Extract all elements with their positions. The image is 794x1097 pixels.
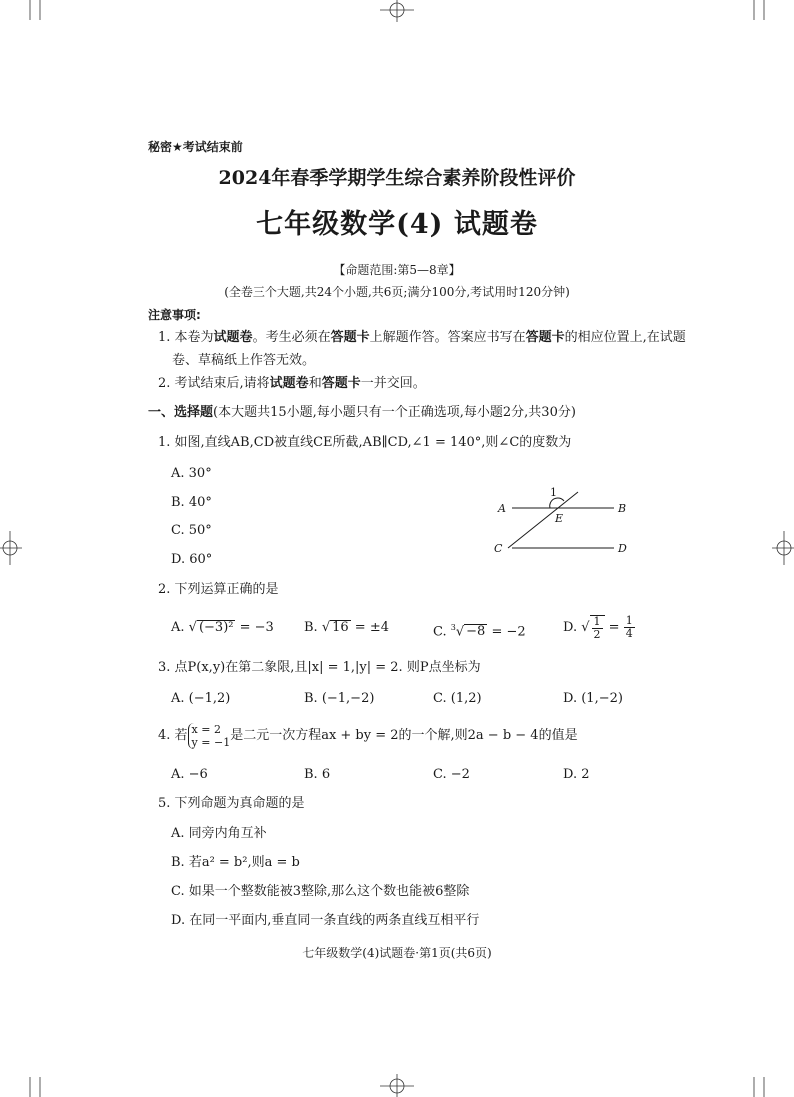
q1-figure — [490, 482, 640, 562]
q4-option-c: C. −2 — [433, 767, 470, 782]
section-1-heading: 一、选择题(本大题共15小题,每小题只有一个正确选项,每小题2分,共30分) — [148, 405, 576, 420]
q2-option-d: D. √ $\frac{1}{2}$ = $\frac{1}{4}$ — [563, 614, 633, 641]
label-angle-1: 1 — [550, 486, 557, 499]
note-1: 1. 本卷为试题卷。考生必须在答题卡上解题作答。答案应书写在答题卡的相应位置上,在试题 — [158, 330, 686, 345]
q1-option-a: A. 30° — [171, 466, 212, 481]
q2-option-b: B. √ 16 = ±4 — [304, 620, 389, 635]
label-c: C — [494, 542, 503, 555]
q3-option-b: B. (−1,−2) — [304, 691, 375, 706]
q3-stem: 3. 点P(x,y)在第二象限,且|x| = 1,|y| = 2. 则P点坐标为 — [158, 660, 481, 675]
secret-label: 秘密★考试结束前 — [148, 140, 243, 154]
scope-line: 【命题范围:第5—8章】 — [333, 263, 461, 277]
q4-option-b: B. 6 — [304, 767, 331, 782]
q2-option-c: C. $^3$√ −8 = −2 — [433, 623, 526, 640]
q1-option-d: D. 60° — [171, 552, 213, 567]
q5-option-d: D. 在同一平面内,垂直同一条直线的两条直线互相平行 — [171, 913, 480, 928]
q4-stem: 4. 若 x = 2 y = −1 是二元一次方程ax + by = 2的一个解,则2a − b − 4的值是 — [158, 722, 578, 749]
q1-stem: 1. 如图,直线AB,CD被直线CE所截,AB∥CD,∠1 = 140°,则∠C的度数为 — [158, 435, 572, 450]
q1-option-b: B. 40° — [171, 495, 212, 510]
q4-option-a: A. −6 — [171, 767, 208, 782]
label-e: E — [555, 512, 564, 525]
q5-option-c: C. 如果一个整数能被3整除,那么这个数也能被6整除 — [171, 884, 470, 899]
note-2: 2. 考试结束后,请将试题卷和答题卡一并交回。 — [158, 376, 426, 391]
q5-stem: 5. 下列命题为真命题的是 — [158, 796, 305, 811]
q4-system: x = 2 y = −1 — [188, 723, 231, 749]
paper-title: 七年级数学(4) 试题卷 — [256, 209, 538, 240]
q2-stem: 2. 下列运算正确的是 — [158, 582, 279, 597]
q3-option-a: A. (−1,2) — [171, 691, 231, 706]
angle-1-arc — [550, 498, 564, 508]
q5-option-b: B. 若a² = b²,则a = b — [171, 855, 300, 870]
q1-option-c: C. 50° — [171, 523, 212, 538]
note-1-cont: 卷、草稿纸上作答无效。 — [172, 353, 316, 368]
exam-info: (全卷三个大题,共24个小题,共6页;满分100分,考试用时120分钟) — [224, 285, 570, 299]
label-d: D — [618, 542, 627, 555]
q3-option-c: C. (1,2) — [433, 691, 482, 706]
q5-option-a: A. 同旁内角互补 — [171, 826, 267, 841]
q2-option-a: A. √ (−3)² = −3 — [171, 620, 274, 635]
q3-option-d: D. (1,−2) — [563, 691, 623, 706]
q4-option-d: D. 2 — [563, 767, 590, 782]
label-b: B — [618, 502, 627, 515]
line-ce — [508, 492, 578, 548]
exam-title: 2024年春季学期学生综合素养阶段性评价 — [218, 167, 576, 189]
page-footer: 七年级数学(4)试题卷·第1页(共6页) — [302, 946, 492, 960]
label-a: A — [498, 502, 506, 515]
notes-heading: 注意事项: — [148, 308, 201, 322]
